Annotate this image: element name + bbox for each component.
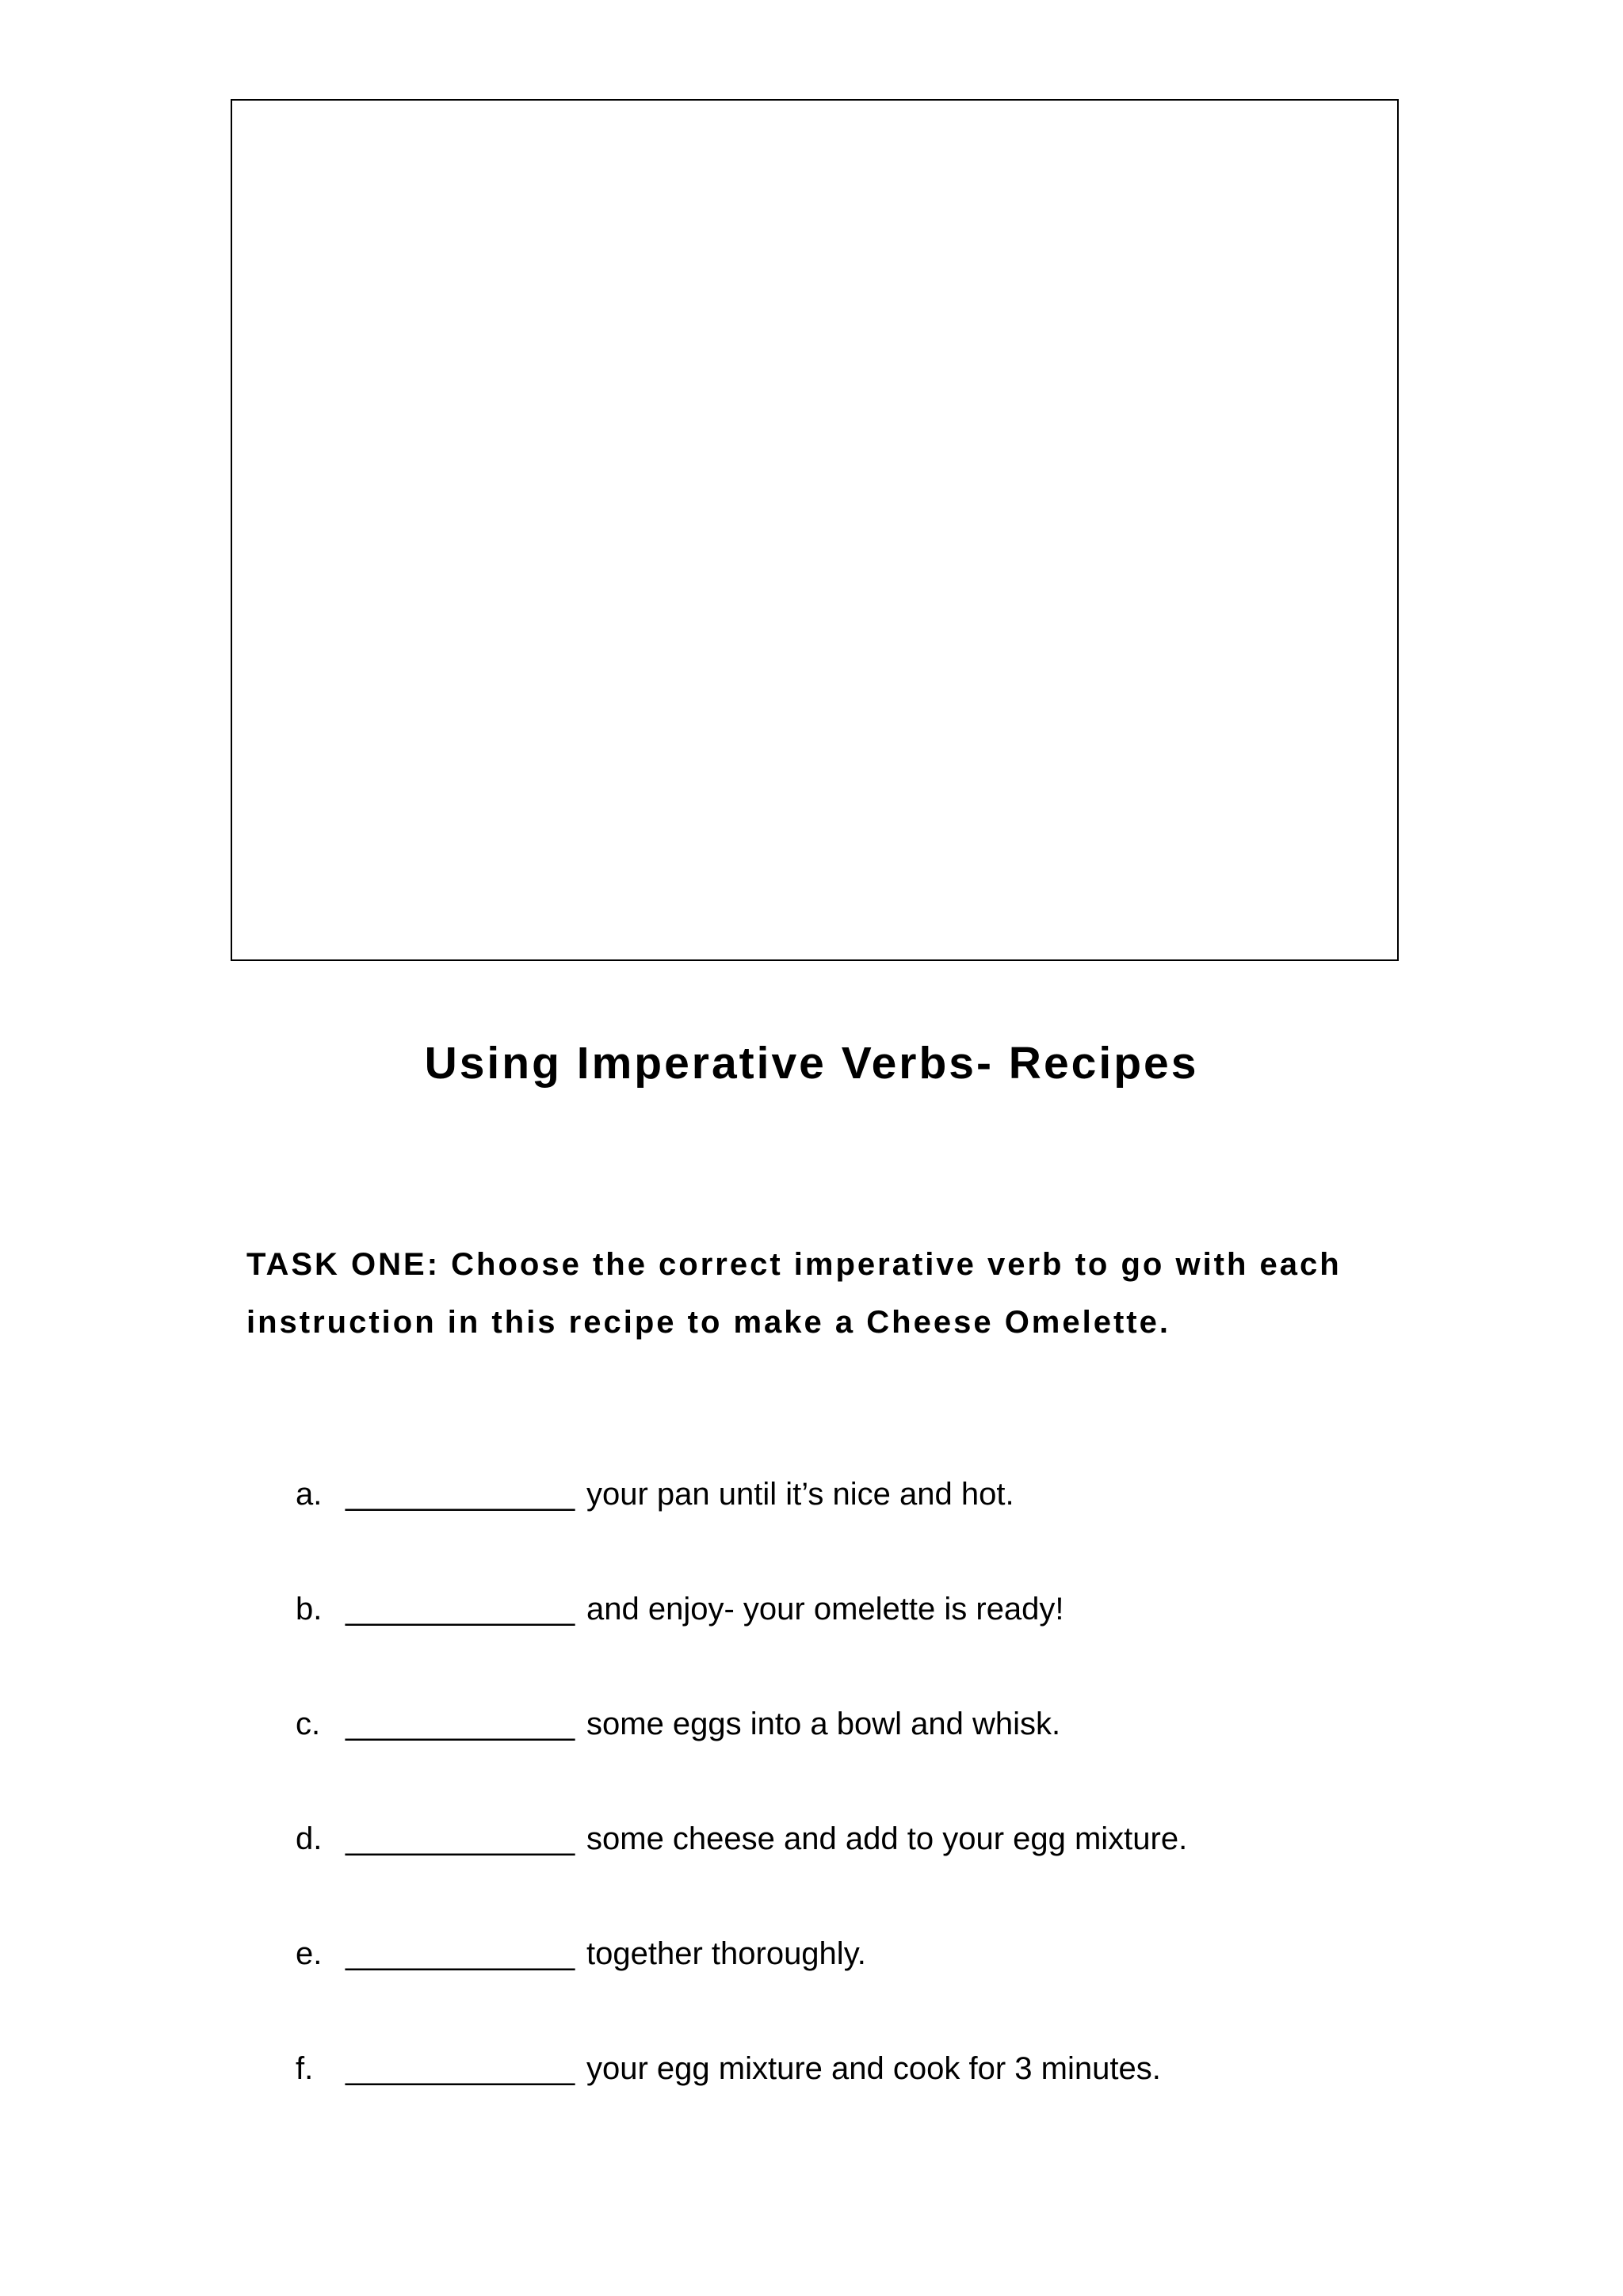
answer-blank[interactable]: _____________ <box>346 1707 575 1741</box>
list-item <box>296 1813 1187 1928</box>
item-letter: c. <box>296 1707 321 1741</box>
item-text: some cheese and add to your egg mixture. <box>586 1821 1188 1856</box>
list-item <box>296 1928 1187 2042</box>
list-item <box>296 1698 1187 1813</box>
item-text: and enjoy- your omelette is ready! <box>586 1592 1064 1627</box>
item-letter: f. <box>296 2051 314 2086</box>
worksheet-title: Using Imperative Verbs- Recipes <box>424 1038 1199 1089</box>
list-item <box>296 1468 1187 1583</box>
answer-blank[interactable]: _____________ <box>346 1936 575 1971</box>
instruction-list <box>296 1468 1187 2157</box>
list-item <box>296 2042 1187 2157</box>
answer-blank[interactable]: _____________ <box>346 1477 575 1512</box>
answer-blank[interactable]: _____________ <box>346 1821 575 1856</box>
picture-placeholder-box <box>231 99 1399 961</box>
item-letter: e. <box>296 1936 323 1971</box>
task-instructions: TASK ONE: Choose the correct imperative verb to go with each instruction in this recipe to make a Cheese Omelette. <box>246 1247 1342 1340</box>
item-letter: a. <box>296 1477 323 1512</box>
item-text: some eggs into a bowl and whisk. <box>586 1707 1061 1741</box>
item-letter: d. <box>296 1821 323 1856</box>
item-text: your egg mixture and cook for 3 minutes. <box>586 2051 1161 2086</box>
answer-blank[interactable]: _____________ <box>346 2051 575 2086</box>
item-text: your pan until it’s nice and hot. <box>586 1477 1014 1512</box>
list-item <box>296 1583 1187 1698</box>
answer-blank[interactable]: _____________ <box>346 1592 575 1627</box>
item-letter: b. <box>296 1592 323 1627</box>
item-text: together thoroughly. <box>586 1936 866 1971</box>
